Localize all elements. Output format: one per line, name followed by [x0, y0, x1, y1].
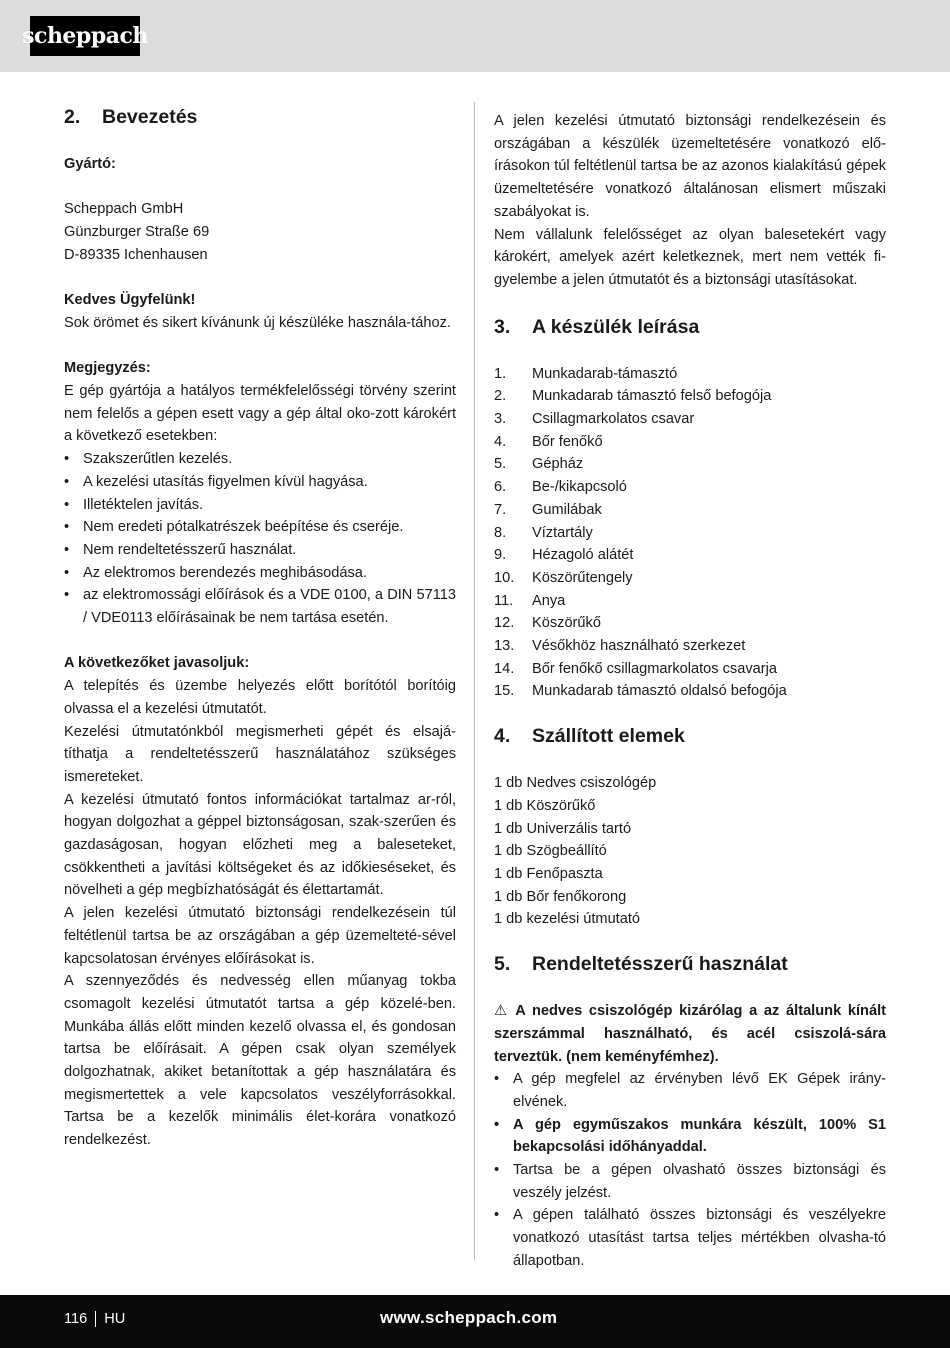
- page-number: [64, 1311, 125, 1327]
- list-item: • A gépen található összes biztonsági és veszélyekre vonatkozó utasítást tartsa teljes mértékben olvasha-tó állapotban.: [494, 1207, 886, 1269]
- list-item: • az elektromossági előírások és a VDE 0100, a DIN 57113 / VDE0113 előírásainak be nem tartása esetén.: [64, 587, 456, 627]
- section-number: 4.: [494, 725, 511, 748]
- section-title-delivered: [494, 725, 886, 748]
- section-title: Szállított elemek: [532, 725, 685, 748]
- list-item: 10. Köszörűtengely: [494, 569, 633, 586]
- parts-list: [494, 363, 886, 704]
- list-item: 1. Munkadarab-támasztó: [494, 365, 678, 382]
- list-item: 14. Bőr fenőkő csillagmarkolatos csavarja: [494, 660, 777, 677]
- maker-label: Gyártó:: [64, 156, 116, 172]
- paragraph: A kezelési útmutató fontos információkat tartalmaz ar-ról, hogyan dolgozhat a géppel biztonságosan, szak-szerűen és gazdaságosan, hogyan előzheti meg a baleseteket, csökkentheti a javítási költségeket és az időkieséseket, és növelheti a gép megbízhatóságát és élettartamát.: [64, 791, 456, 899]
- address-line: D-89335 Ichenhausen: [64, 246, 208, 263]
- list-item: 2. Munkadarab támasztó felső befogója: [494, 388, 772, 405]
- footer-bar: [0, 1295, 950, 1348]
- list-item: • Nem rendeltetésszerű használat.: [64, 541, 297, 558]
- list-item: 5. Gépház: [494, 456, 584, 473]
- website-link[interactable]: www.scheppach.com: [380, 1308, 558, 1327]
- list-item: 4. Bőr fenőkő: [494, 433, 603, 450]
- list-item: 12. Köszörűkő: [494, 615, 601, 632]
- greeting-text: Sok örömet és sikert kívánunk új készüléke használa-tához.: [64, 314, 451, 331]
- list-item: 3. Csillagmarkolatos csavar: [494, 411, 695, 428]
- section-title: Rendeltetésszerű használat: [532, 953, 788, 976]
- list-item: • Az elektromos berendezés meghibásodása.: [64, 564, 367, 581]
- paragraph: A telepítés és üzembe helyezés előtt borítótól borítóig olvassa el a kezelési útmutatót.: [64, 678, 456, 717]
- greeting-label: Kedves Ügyfelünk!: [64, 292, 196, 309]
- list-item: • A kezelési utasítás figyelmen kívül hagyása.: [64, 473, 368, 490]
- list-item: • Illetéktelen javítás.: [64, 496, 204, 513]
- paragraph: A jelen kezelési útmutató biztonsági rendelkezésein és országában a készülék üzemeltetésére vonatkozó elő-írásokon túl feltétlenül tartsa be az azonos kialakítású gépek üzemeltetésére vonatkozó általánosan elismert műszaki szabályokat is.: [494, 113, 886, 220]
- recommend-label: A következőket javasoljuk:: [64, 655, 250, 672]
- use-list: [494, 1068, 886, 1272]
- paragraph: A jelen kezelési útmutató biztonsági rendelkezésein túl feltétlenül tartsa be az országában a gép üzemelteté-sével kapcsolatosan érvényes előírásokat is.: [64, 905, 456, 967]
- list-item: • Tartsa be a gépen olvasható összes biztonsági és veszély jelzést.: [494, 1162, 886, 1201]
- list-item: 1 db Szögbeállító: [494, 843, 607, 860]
- list-item: 1 db Nedves csiszológép: [494, 775, 657, 792]
- list-item: 15. Munkadarab támasztó oldalsó befogója: [494, 683, 787, 700]
- list-item: • A gép megfelel az érvényben lévő EK Gépek irány-elvének.: [494, 1071, 886, 1110]
- column-divider: [474, 102, 475, 1260]
- list-item: • A gép egyműszakos munkára készült, 100% S1 bekapcsolási időhányaddal.: [494, 1116, 886, 1156]
- section-title-intended-use: [494, 953, 886, 976]
- list-item: 1 db Fenőpaszta: [494, 865, 603, 882]
- warning-paragraph: [494, 1000, 886, 1068]
- header-bar: [0, 0, 950, 72]
- list-item: 1 db Univerzális tartó: [494, 820, 632, 837]
- list-item: 1 db kezelési útmutató: [494, 911, 641, 928]
- list-item: 9. Hézagoló alátét: [494, 547, 634, 564]
- warning-icon: ⚠: [494, 1003, 508, 1020]
- list-item: • Szakszerűtlen kezelés.: [64, 451, 233, 468]
- list-item: 11. Anya: [494, 592, 566, 609]
- page-number-value: 116: [64, 1311, 88, 1327]
- footer-separator: [95, 1311, 96, 1327]
- warning-text: A nedves csiszológép kizárólag a az általunk kínált szerszámmal használható, és acél csiszolá-sára terveztük. (nem keményfémhez).: [494, 1003, 886, 1065]
- delivered-list: [494, 772, 886, 931]
- left-column: [64, 106, 456, 1152]
- paragraph: Kezelési útmutatónkból megismerheti gépét és elsajá-títhatja a rendeltetésszerű használatához szükséges ismereteket.: [64, 723, 456, 785]
- scheppach-logo: scheppach: [30, 16, 140, 56]
- list-item: 6. Be-/kikapcsoló: [494, 479, 627, 496]
- list-item: 1 db Köszörűkő: [494, 797, 596, 814]
- list-item: 1 db Bőr fenőkorong: [494, 888, 627, 905]
- section-title-intro: [64, 106, 456, 129]
- language-code: HU: [104, 1311, 126, 1327]
- address-line: Scheppach GmbH: [64, 201, 184, 218]
- paragraph: Nem vállalunk felelősséget az olyan balesetekért vagy károkért, amelyek azért keletkeznek, mert nem vették fi-gyelembe a jelen útmutatót és a biztonsági utasításokat.: [494, 226, 886, 288]
- list-item: 8. Víztartály: [494, 524, 593, 541]
- list-item: 13. Vésőkhöz használható szerkezet: [494, 638, 746, 655]
- section-title: A készülék leírása: [532, 315, 700, 338]
- paragraph: A szennyeződés és nedvesség ellen műanyag tokba csomagolt kezelési útmutatót tartsa a gép közelé-ben. Munkába állás előtt minden kezelő olvassa el, és gondosan tartsa be előírásait. A gépen csak olyan személyek dolgozhatnak, akiket betanítottak a gép használatára és megismertettek a vele kapcsolatos veszélyforrásokkal. Tartsa be a kezelők minimális élet-korára vonatkozó rendelkezést.: [64, 973, 456, 1149]
- list-item: • Nem eredeti pótalkatrészek beépítése és cseréje.: [64, 519, 404, 536]
- section-number: 3.: [494, 315, 511, 338]
- note-label: Megjegyzés:: [64, 360, 151, 377]
- section-title: Bevezetés: [102, 106, 198, 128]
- list-item: 7. Gumilábak: [494, 501, 602, 518]
- right-column: [494, 110, 886, 1273]
- note-text: E gép gyártója a hatályos termékfelelősségi törvény szerint nem felelős a gépen esett vagy a gép által oko-zott károkért a következő esetekben:: [64, 382, 456, 445]
- section-title-description: [494, 316, 886, 339]
- address-line: Günzburger Straße 69: [64, 224, 210, 241]
- section-number: 2.: [64, 106, 81, 128]
- section-number: 5.: [494, 953, 511, 976]
